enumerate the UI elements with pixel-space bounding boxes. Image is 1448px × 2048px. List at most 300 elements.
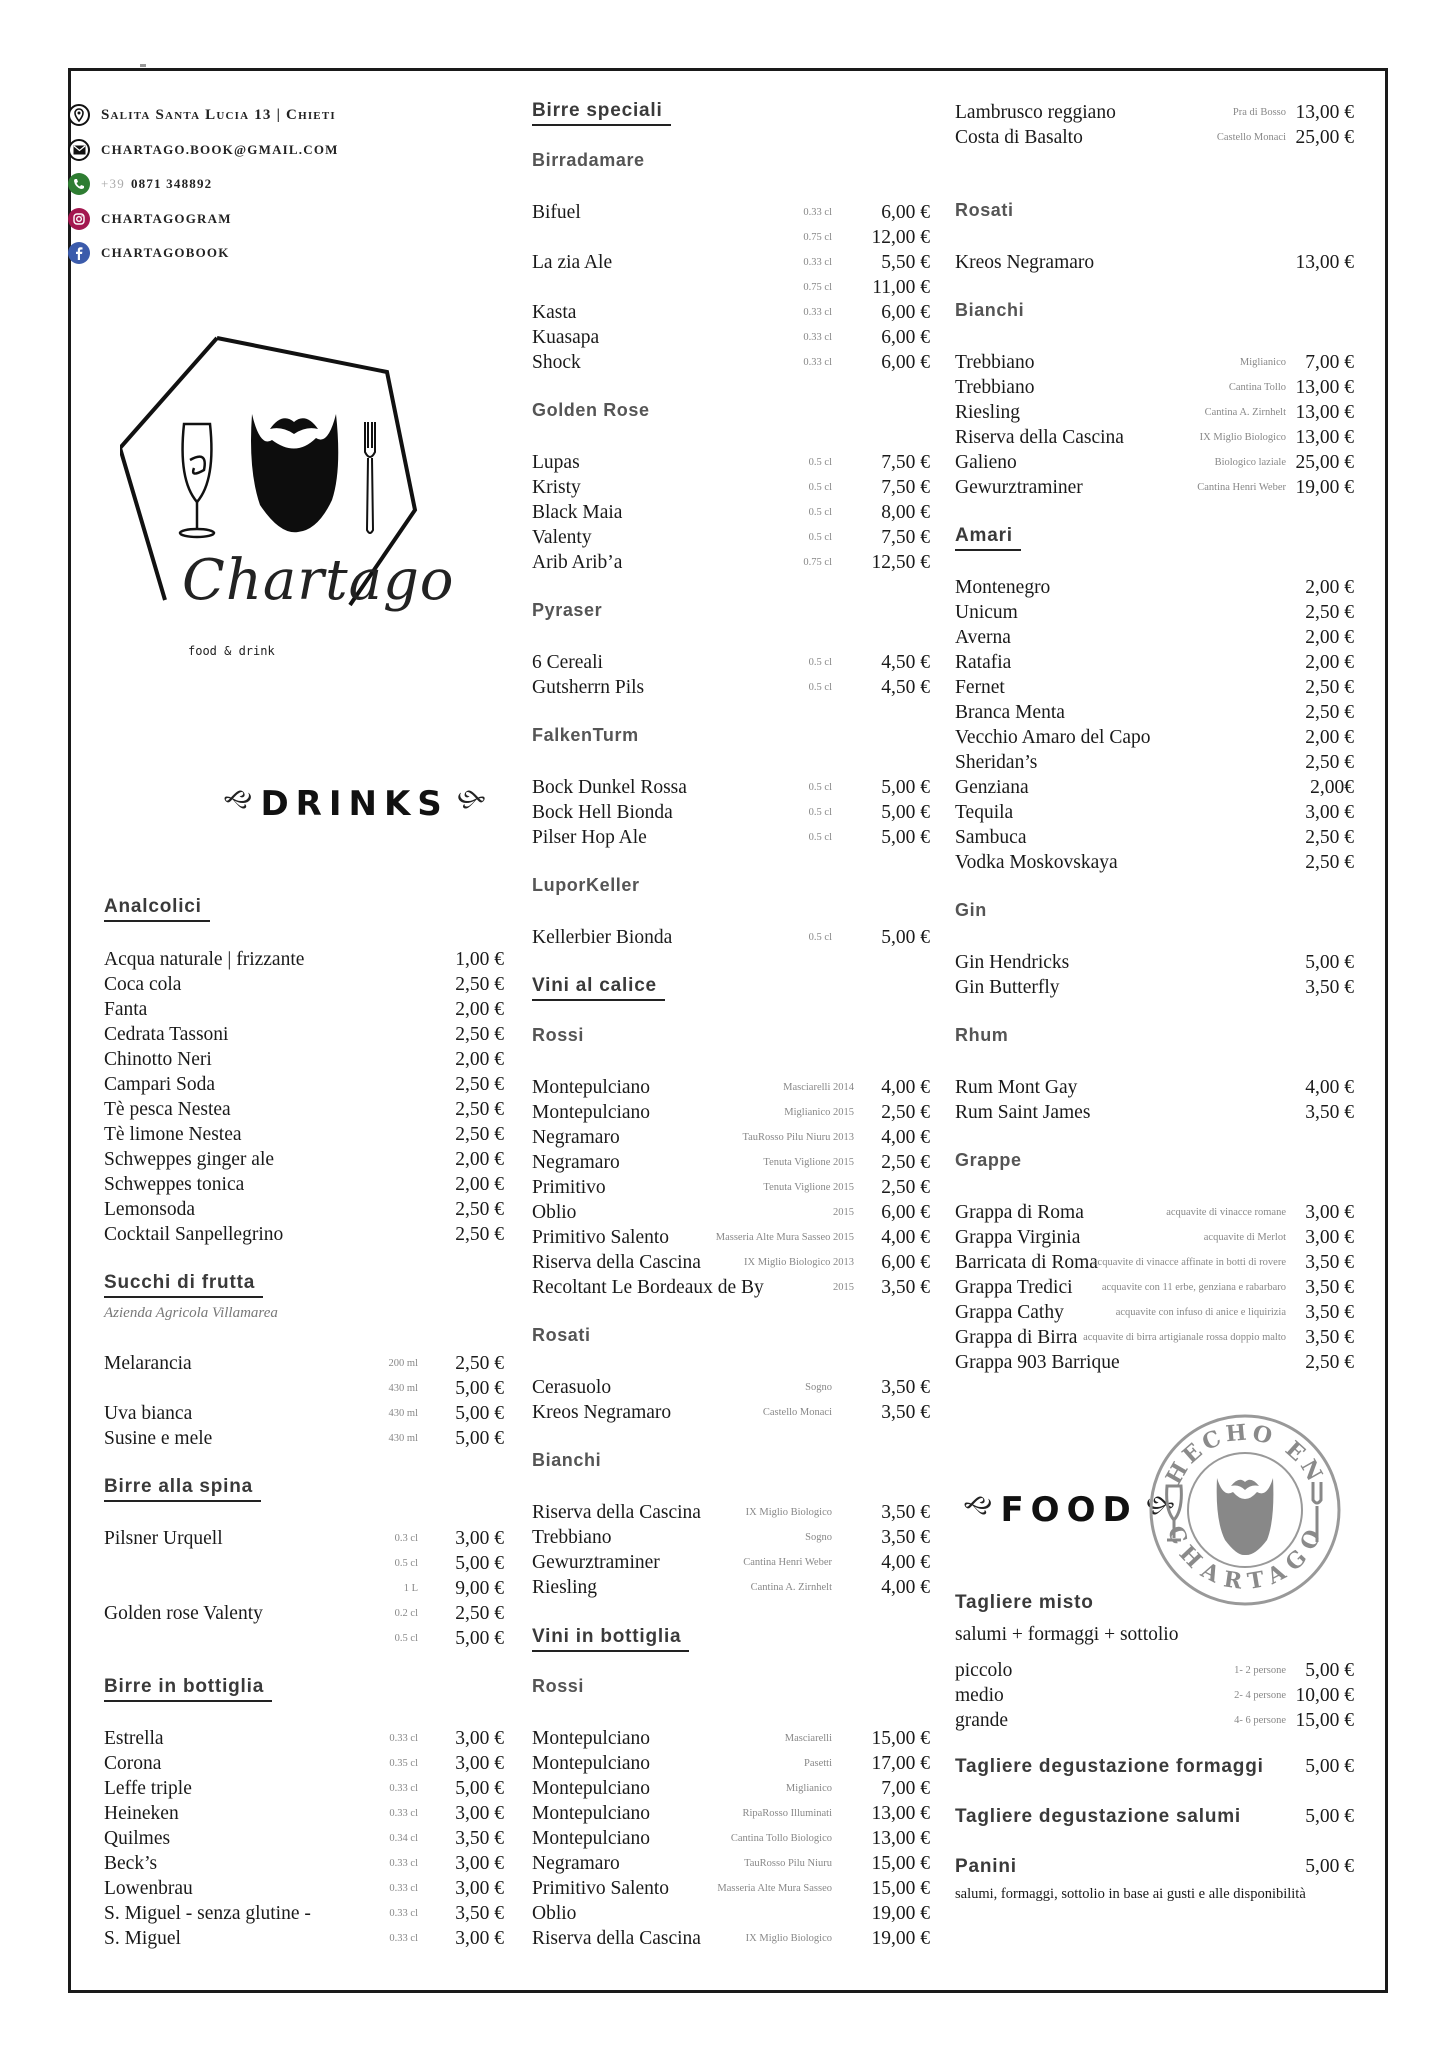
item-price: 5,00 € [1305,1660,1354,1681]
item-note: 0.3 cl [394,1533,418,1544]
item-name: Averna [955,627,1011,648]
menu-item [532,300,930,325]
item-note: 0.5 cl [808,532,832,543]
contact-row[interactable] [68,172,212,196]
item-price: 2,00 € [1305,727,1354,748]
item-price: 13,00 € [1295,102,1354,123]
item-note: Biologico laziale [1214,457,1286,468]
item-note: 0.5 cl [808,807,832,818]
item-note: Pra di Bosso [1232,107,1286,118]
contact-row[interactable] [68,207,232,231]
menu-item [104,1801,504,1826]
item-name: Montepulciano [532,1803,651,1824]
group-title: Rosati [532,1325,591,1345]
item-name: Negramaro [532,1152,620,1173]
item-name: Unicum [955,602,1018,623]
item-price: 6,00 € [881,1202,930,1223]
item-price: 5,00 € [881,827,930,848]
item-note: 0.5 cl [394,1558,418,1569]
item-note: TauRosso Pilu Niuru 2013 [742,1132,854,1143]
svg-text:HECHO EN [1161,1419,1330,1489]
menu-item [955,1708,1354,1733]
item-price: 25,00 € [1295,452,1354,473]
item-price: 9,00 € [455,1578,504,1599]
item-name: Grappa Cathy [955,1302,1064,1323]
item-name: Sheridan’s [955,752,1038,773]
swirl-right-icon: 🙛 [1145,1489,1176,1524]
item-name: Riserva della Cascina [955,427,1124,448]
item-price: 2,00 € [1305,627,1354,648]
item-note: 0.2 cl [394,1608,418,1619]
item-name: Negramaro [532,1127,620,1148]
menu-item [955,725,1354,750]
item-name: Kuasapa [532,327,600,348]
item-price: 4,00 € [881,1227,930,1248]
item-price: 2,50 € [881,1152,930,1173]
menu-item [532,1175,930,1200]
item-note: 0.5 cl [808,507,832,518]
item-price: 3,50 € [455,1828,504,1849]
item-price: 5,00 € [881,777,930,798]
item-name: Lambrusco reggiano [955,102,1116,123]
hecho-en-chartago-stamp [1145,1410,1345,1610]
contact-row[interactable] [68,103,336,127]
menu-item [104,1197,504,1222]
item-price: 13,00 € [1295,252,1354,273]
item-price: 2,50 € [455,1353,504,1374]
item-name: Kreos Negramaro [532,1402,672,1423]
menu-item [532,1751,930,1776]
item-note: 0.75 cl [803,282,832,293]
item-name: Cerasuolo [532,1377,612,1398]
item-price: 2,50 € [455,974,504,995]
menu-item [532,1876,930,1901]
item-price: 4,50 € [881,652,930,673]
menu-item [532,225,930,250]
item-name: Lowenbrau [104,1878,193,1899]
item-name: Tè pesca Nestea [104,1099,231,1120]
menu-item [532,1726,930,1751]
item-note: 0.5 cl [808,782,832,793]
menu-item [532,925,930,950]
item-name: Melarancia [104,1353,192,1374]
item-name: Riesling [955,402,1021,423]
item-price: 2,50 € [881,1177,930,1198]
menu-item [955,1325,1354,1350]
menu-item [104,1172,504,1197]
item-price: 13,00 € [871,1828,930,1849]
stamp-top-text: HECHO EN [1160,1419,1330,1489]
item-name: Pilsner Urquell [104,1528,223,1549]
item-name: Coca cola [104,974,182,995]
item-price: 3,50 € [1305,1327,1354,1348]
item-name: Montepulciano [532,1728,651,1749]
item-name: Cocktail Sanpellegrino [104,1224,284,1245]
item-price: 2,00 € [455,1174,504,1195]
menu-item [955,1275,1354,1300]
item-note: Sogno [805,1382,832,1393]
item-note: Tenuta Viglione 2015 [763,1182,854,1193]
menu-item [104,1901,504,1926]
item-price: 5,00 € [881,927,930,948]
item-name: Shock [532,352,581,373]
menu-item [955,125,1354,150]
wine-glass-icon [180,424,214,537]
item-price: 7,50 € [881,477,930,498]
menu-item [955,1075,1354,1100]
item-note: acquavite di vinacce romane [1166,1207,1286,1218]
item-note: 0.33 cl [389,1808,418,1819]
item-price: 3,00 € [455,1878,504,1899]
menu-item [104,1601,504,1626]
item-price: 6,00 € [881,1252,930,1273]
item-name: Trebbiano [955,352,1035,373]
item-note: 0.33 cl [389,1783,418,1794]
item-price: 5,00 € [455,1428,504,1449]
item-note: 2- 4 persone [1234,1690,1286,1701]
item-price: 6,00 € [881,302,930,323]
menu-item [532,1575,930,1600]
stamp-bottom-text: CHARTAGO [1161,1522,1329,1596]
envelope-icon [68,139,90,161]
instagram-icon [68,208,90,230]
item-note: Cantina Tollo Biologico [730,1833,832,1844]
food-title: Tagliere degustazione salumi [955,1806,1242,1827]
menu-item [104,1851,504,1876]
phone-number: 0871 348892 [130,176,213,191]
menu-item [532,825,930,850]
item-price: 13,00 € [1295,427,1354,448]
item-note: 1 L [403,1583,418,1594]
menu-item [955,700,1354,725]
menu-item [955,1683,1354,1708]
menu-item [532,1250,930,1275]
item-note: Cantina A. Zirnhelt [750,1582,832,1593]
food-title-tagliere-misto: Tagliere misto [955,1592,1094,1613]
food-price: 5,00 € [1305,1856,1354,1877]
location-pin-icon [68,104,90,126]
menu-item [104,1926,504,1951]
contact-row[interactable] [68,138,339,162]
group-title-gin: Gin [955,900,987,920]
menu-item [532,500,930,525]
item-price: 12,00 € [871,227,930,248]
menu-item [955,425,1354,450]
item-name: S. Miguel - senza glutine - [104,1903,311,1924]
item-note: 430 ml [388,1383,418,1394]
menu-item [955,950,1354,975]
item-name: Costa di Basalto [955,127,1083,148]
group-title: Pyraser [532,600,603,620]
item-name: Black Maia [532,502,623,523]
group-title: Bianchi [532,1450,602,1470]
menu-item [104,1022,504,1047]
item-name: Ratafia [955,652,1012,673]
item-name: Kasta [532,302,577,323]
item-note: IX Miglio Biologico [1199,432,1286,443]
item-name: Oblio [532,1903,577,1924]
item-name: Vecchio Amaro del Capo [955,727,1151,748]
menu-item [955,1200,1354,1225]
menu-item [104,1401,504,1426]
item-note: 0.33 cl [803,207,832,218]
swirl-right-icon: 🙛 [456,783,487,818]
menu-item [532,350,930,375]
frame-top-fragment [140,64,146,67]
menu-item [955,450,1354,475]
menu-item [532,1125,930,1150]
menu-item [955,100,1354,125]
item-price: 2,00 € [455,1049,504,1070]
menu-item [955,600,1354,625]
section-title-vini-calice: Vini al calice [532,975,665,1001]
item-price: 3,50 € [1305,1302,1354,1323]
item-name: Quilmes [104,1828,171,1849]
food-desc-panini: salumi, formaggi, sottolio in base ai gusti e alle disponibilità [955,1886,1306,1902]
menu-item [955,750,1354,775]
item-note: 0.33 cl [389,1858,418,1869]
item-name: Trebbiano [532,1527,612,1548]
contact-text: Salita Santa Lucia 13 | Chieti [101,106,336,123]
menu-item [104,1426,504,1451]
item-price: 15,00 € [1295,1710,1354,1731]
item-price: 7,50 € [881,452,930,473]
item-note: 0.33 cl [389,1933,418,1944]
item-name: Negramaro [532,1853,620,1874]
logo-script: Chartago [182,548,455,613]
item-price: 17,00 € [871,1753,930,1774]
item-name: Gutsherrn Pils [532,677,645,698]
menu-item [532,675,930,700]
menu-item [532,1801,930,1826]
menu-item [532,775,930,800]
menu-item [104,1376,504,1401]
group-title: Birradamare [532,150,645,170]
food-desc-tagliere-misto: salumi + formaggi + sottolio [955,1624,1179,1645]
item-name: piccolo [955,1660,1013,1681]
menu-item [955,800,1354,825]
item-price: 3,00 € [455,1928,504,1949]
item-note: 0.33 cl [803,357,832,368]
item-price: 2,50 € [455,1099,504,1120]
item-price: 1,00 € [455,949,504,970]
item-price: 6,00 € [881,352,930,373]
item-name: Lupas [532,452,580,473]
group-title: Golden Rose [532,400,650,420]
item-note: Cantina Henri Weber [743,1557,832,1568]
menu-item [532,1500,930,1525]
menu-item [955,1100,1354,1125]
contact-text: CHARTAGO.BOOK@GMAIL.COM [101,142,339,157]
group-title-rosati: Rosati [955,200,1014,220]
menu-item [532,1150,930,1175]
item-price: 3,00 € [455,1803,504,1824]
item-price: 5,00 € [455,1378,504,1399]
item-price: 2,50 € [455,1124,504,1145]
logo [120,330,455,680]
menu-item [955,575,1354,600]
item-price: 3,00 € [1305,802,1354,823]
item-price: 3,50 € [1305,1252,1354,1273]
item-name: Riserva della Cascina [532,1502,701,1523]
menu-item [104,1351,504,1376]
section-title-vini-bottiglia: Vini in bottiglia [532,1626,689,1652]
item-price: 6,00 € [881,327,930,348]
menu-item [104,1776,504,1801]
item-note: Tenuta Viglione 2015 [763,1157,854,1168]
item-price: 4,00 € [881,1077,930,1098]
menu-item [955,1300,1354,1325]
group-title-rhum: Rhum [955,1025,1009,1045]
item-name: Kristy [532,477,581,498]
contact-text [101,176,212,192]
phone-icon [68,173,90,195]
item-name: Recoltant Le Bordeaux de By [532,1277,764,1298]
item-price: 2,00 € [455,999,504,1020]
food-item-formaggi [955,1754,1354,1779]
menu-item [532,1375,930,1400]
logo-graphic [120,330,420,680]
item-name: Pilser Hop Ale [532,827,647,848]
menu-item [104,1047,504,1072]
item-price: 2,00 € [455,1149,504,1170]
section-title-amari: Amari [955,525,1021,551]
item-price: 3,50 € [881,1527,930,1548]
menu-item [532,450,930,475]
item-note: acquavite di Merlot [1203,1232,1286,1243]
item-name: Heineken [104,1803,179,1824]
item-name: Acqua naturale | frizzante [104,949,305,970]
item-name: Primitivo [532,1177,606,1198]
item-name: Cedrata Tassoni [104,1024,229,1045]
menu-item [532,650,930,675]
item-name: Tequila [955,802,1014,823]
item-price: 4,50 € [881,677,930,698]
item-name: Primitivo Salento [532,1878,670,1899]
item-name: Montepulciano [532,1077,651,1098]
item-note: 430 ml [388,1408,418,1419]
menu-item [104,1072,504,1097]
item-price: 19,00 € [871,1928,930,1949]
beard-icon [251,414,338,532]
item-price: 3,50 € [1305,1277,1354,1298]
item-price: 3,50 € [881,1402,930,1423]
food-title: Panini [955,1856,1017,1877]
menu-item [532,475,930,500]
item-note: 2015 [833,1282,854,1293]
menu-item [104,1826,504,1851]
item-name: Barricata di Roma [955,1252,1098,1273]
item-name: Riserva della Cascina [532,1928,701,1949]
item-name: Fanta [104,999,148,1020]
item-note: 0.75 cl [803,232,832,243]
item-note: Sogno [805,1532,832,1543]
item-price: 19,00 € [1295,477,1354,498]
menu-item [955,775,1354,800]
item-note: 0.33 cl [803,332,832,343]
item-name: Riserva della Cascina [532,1252,701,1273]
swirl-left-icon: 🙙 [223,783,253,818]
item-note: Masciarelli [784,1733,832,1744]
section-title-analcolici: Analcolici [104,896,210,922]
item-note: Castello Monaci [762,1407,832,1418]
item-note: Miglianico [1239,357,1286,368]
item-note: 4- 6 persone [1234,1715,1286,1726]
item-price: 5,00 € [455,1778,504,1799]
item-price: 15,00 € [871,1878,930,1899]
item-name: Fernet [955,677,1005,698]
item-name: Gewurztraminer [532,1552,660,1573]
item-note: 0.75 cl [803,557,832,568]
menu-item [955,1658,1354,1683]
item-price: 3,50 € [881,1377,930,1398]
item-note: Miglianico [785,1783,832,1794]
item-note: Cantina Tollo [1228,382,1286,393]
item-note: Castello Monaci [1216,132,1286,143]
item-price: 2,00 € [1305,652,1354,673]
item-price: 11,00 € [872,277,930,298]
menu-item [104,1147,504,1172]
item-name: Primitivo Salento [532,1227,670,1248]
item-price: 3,00 € [1305,1227,1354,1248]
swirl-left-icon: 🙙 [963,1489,993,1524]
contact-row[interactable] [68,241,230,265]
section-title-succhi: Succhi di frutta [104,1272,263,1298]
item-price: 5,00 € [881,802,930,823]
menu-item [532,1550,930,1575]
food-heading-text: FOOD [1000,1489,1138,1530]
item-price: 13,00 € [1295,402,1354,423]
item-note: 0.5 cl [808,457,832,468]
item-note: 430 ml [388,1433,418,1444]
item-price: 3,50 € [1305,1102,1354,1123]
item-note: Masseria Alte Mura Sasseo 2015 [715,1232,854,1243]
item-note: 0.5 cl [808,657,832,668]
item-name: Corona [104,1753,162,1774]
item-price: 3,50 € [1305,977,1354,998]
menu-item [532,800,930,825]
menu-item [532,250,930,275]
menu-item [532,1075,930,1100]
item-name: Montepulciano [532,1828,651,1849]
item-note: IX Miglio Biologico [745,1933,832,1944]
menu-item [532,1776,930,1801]
item-price: 2,50 € [1305,752,1354,773]
item-name: Gin Hendricks [955,952,1070,973]
menu-item [104,1876,504,1901]
group-title-bianchi: Bianchi [955,300,1025,320]
menu-item [955,400,1354,425]
item-name: Lemonsoda [104,1199,195,1220]
group-title: LuporKeller [532,875,640,895]
menu-item [532,1225,930,1250]
menu-item [955,675,1354,700]
menu-item [955,1250,1354,1275]
item-price: 13,00 € [1295,377,1354,398]
group-title-grappe: Grappe [955,1150,1022,1170]
facebook-icon [68,242,90,264]
group-title: FalkenTurm [532,725,639,745]
item-name: Rum Saint James [955,1102,1091,1123]
item-price: 3,00 € [455,1753,504,1774]
item-name: Genziana [955,777,1029,798]
item-note: acquavite di vinacce affinate in botti di rovere [1092,1257,1286,1268]
item-price: 15,00 € [871,1853,930,1874]
item-name: Oblio [532,1202,577,1223]
item-name: Bock Dunkel Rossa [532,777,687,798]
item-name: Vodka Moskovskaya [955,852,1118,873]
menu-item [104,1097,504,1122]
